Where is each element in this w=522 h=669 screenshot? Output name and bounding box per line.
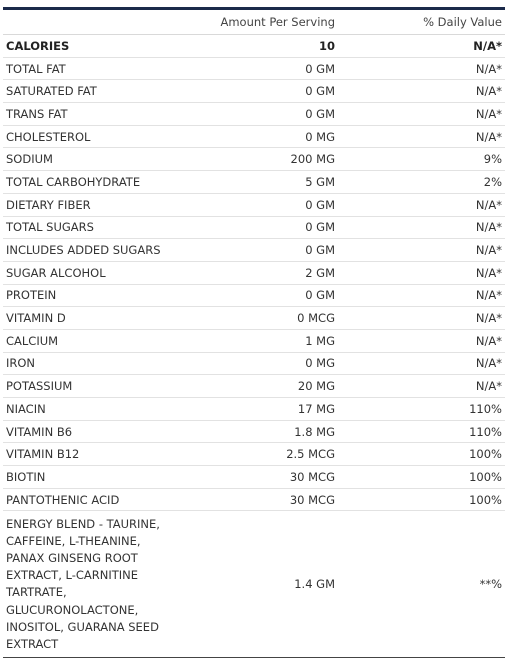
table-row xyxy=(3,375,505,398)
daily-value: N/A* xyxy=(339,216,505,239)
amount-per-serving: 0 GM xyxy=(167,239,339,262)
table-row xyxy=(3,261,505,284)
table-row xyxy=(3,80,505,103)
blend-name-line: INOSITOL, GUARANA SEED xyxy=(6,619,159,634)
nutrient-name: DIETARY FIBER xyxy=(3,193,167,216)
table-row xyxy=(3,125,505,148)
nutrient-name: VITAMIN B12 xyxy=(3,443,167,466)
amount-per-serving: 0 GM xyxy=(167,284,339,307)
nutrient-name: TOTAL CARBOHYDRATE xyxy=(3,171,167,194)
amount-per-serving: 0 GM xyxy=(167,80,339,103)
table-row xyxy=(3,284,505,307)
nutrient-name: SATURATED FAT xyxy=(3,80,167,103)
nutrient-name: VITAMIN D xyxy=(3,307,167,330)
table-row xyxy=(3,148,505,171)
amount-per-serving: 30 MCG xyxy=(167,466,339,489)
nutrition-table xyxy=(3,10,505,658)
daily-value: 110% xyxy=(339,398,505,421)
table-row xyxy=(3,307,505,330)
nutrient-name: TRANS FAT xyxy=(3,103,167,126)
amount-per-serving: 1 MG xyxy=(167,329,339,352)
table-row xyxy=(3,329,505,352)
amount-per-serving: 1.4 GM xyxy=(167,511,339,658)
blend-name-line: PANAX GINSENG ROOT xyxy=(6,551,138,566)
nutrient-name: VITAMIN B6 xyxy=(3,420,167,443)
table-row xyxy=(3,35,505,58)
table-row-energy-blend xyxy=(3,511,505,658)
blend-name-line: ENERGY BLEND - TAURINE, xyxy=(6,516,160,531)
amount-per-serving: 0 GM xyxy=(167,57,339,80)
daily-value: 110% xyxy=(339,420,505,443)
table-row xyxy=(3,216,505,239)
daily-value: N/A* xyxy=(339,352,505,375)
nutrition-panel xyxy=(3,7,505,658)
table-body xyxy=(3,35,505,658)
header-nutrient xyxy=(3,10,167,35)
amount-per-serving: 0 MG xyxy=(167,352,339,375)
daily-value: N/A* xyxy=(339,80,505,103)
nutrient-name: CALORIES xyxy=(3,35,167,58)
table-row xyxy=(3,398,505,421)
amount-per-serving: 0 GM xyxy=(167,193,339,216)
nutrient-name: CALCIUM xyxy=(3,329,167,352)
table-row xyxy=(3,103,505,126)
daily-value: N/A* xyxy=(339,239,505,262)
daily-value: N/A* xyxy=(339,284,505,307)
daily-value: 2% xyxy=(339,171,505,194)
daily-value: N/A* xyxy=(339,307,505,330)
table-row xyxy=(3,420,505,443)
amount-per-serving: 17 MG xyxy=(167,398,339,421)
table-row xyxy=(3,193,505,216)
amount-per-serving: 0 MCG xyxy=(167,307,339,330)
daily-value: N/A* xyxy=(339,375,505,398)
daily-value: N/A* xyxy=(339,193,505,216)
nutrient-name: SUGAR ALCOHOL xyxy=(3,261,167,284)
table-row xyxy=(3,352,505,375)
daily-value: N/A* xyxy=(339,35,505,58)
amount-per-serving: 0 GM xyxy=(167,216,339,239)
nutrient-name xyxy=(3,511,167,658)
daily-value: 100% xyxy=(339,466,505,489)
blend-name-line: EXTRACT, L-CARNITINE xyxy=(6,568,139,583)
blend-name-line: CAFFEINE, L-THEANINE, xyxy=(6,533,141,548)
daily-value: N/A* xyxy=(339,125,505,148)
blend-name-line: GLUCURONOLACTONE, xyxy=(6,602,139,617)
nutrient-name: CHOLESTEROL xyxy=(3,125,167,148)
daily-value: **% xyxy=(339,511,505,658)
nutrient-name: NIACIN xyxy=(3,398,167,421)
table-row xyxy=(3,239,505,262)
daily-value: 100% xyxy=(339,443,505,466)
amount-per-serving: 200 MG xyxy=(167,148,339,171)
nutrient-name: POTASSIUM xyxy=(3,375,167,398)
blend-name-line: TARTRATE, xyxy=(6,585,67,600)
amount-per-serving: 30 MCG xyxy=(167,488,339,511)
amount-per-serving: 2.5 MCG xyxy=(167,443,339,466)
nutrient-name: PROTEIN xyxy=(3,284,167,307)
amount-per-serving: 2 GM xyxy=(167,261,339,284)
daily-value: N/A* xyxy=(339,103,505,126)
amount-per-serving: 10 xyxy=(167,35,339,58)
blend-name-line: EXTRACT xyxy=(6,637,59,652)
header-daily-value: % Daily Value xyxy=(339,10,505,35)
nutrient-name: TOTAL SUGARS xyxy=(3,216,167,239)
nutrient-name: PANTOTHENIC ACID xyxy=(3,488,167,511)
header-row xyxy=(3,10,505,35)
table-row xyxy=(3,488,505,511)
daily-value: N/A* xyxy=(339,329,505,352)
daily-value: 100% xyxy=(339,488,505,511)
nutrient-name: TOTAL FAT xyxy=(3,57,167,80)
table-row xyxy=(3,57,505,80)
header-amount: Amount Per Serving xyxy=(167,10,339,35)
amount-per-serving: 0 GM xyxy=(167,103,339,126)
nutrient-name: IRON xyxy=(3,352,167,375)
amount-per-serving: 5 GM xyxy=(167,171,339,194)
nutrient-name: SODIUM xyxy=(3,148,167,171)
daily-value: N/A* xyxy=(339,261,505,284)
amount-per-serving: 20 MG xyxy=(167,375,339,398)
amount-per-serving: 0 MG xyxy=(167,125,339,148)
table-row xyxy=(3,443,505,466)
table-header xyxy=(3,10,505,35)
amount-per-serving: 1.8 MG xyxy=(167,420,339,443)
daily-value: N/A* xyxy=(339,57,505,80)
table-row xyxy=(3,171,505,194)
nutrient-name: BIOTIN xyxy=(3,466,167,489)
nutrient-name: INCLUDES ADDED SUGARS xyxy=(3,239,167,262)
daily-value: 9% xyxy=(339,148,505,171)
table-row xyxy=(3,466,505,489)
